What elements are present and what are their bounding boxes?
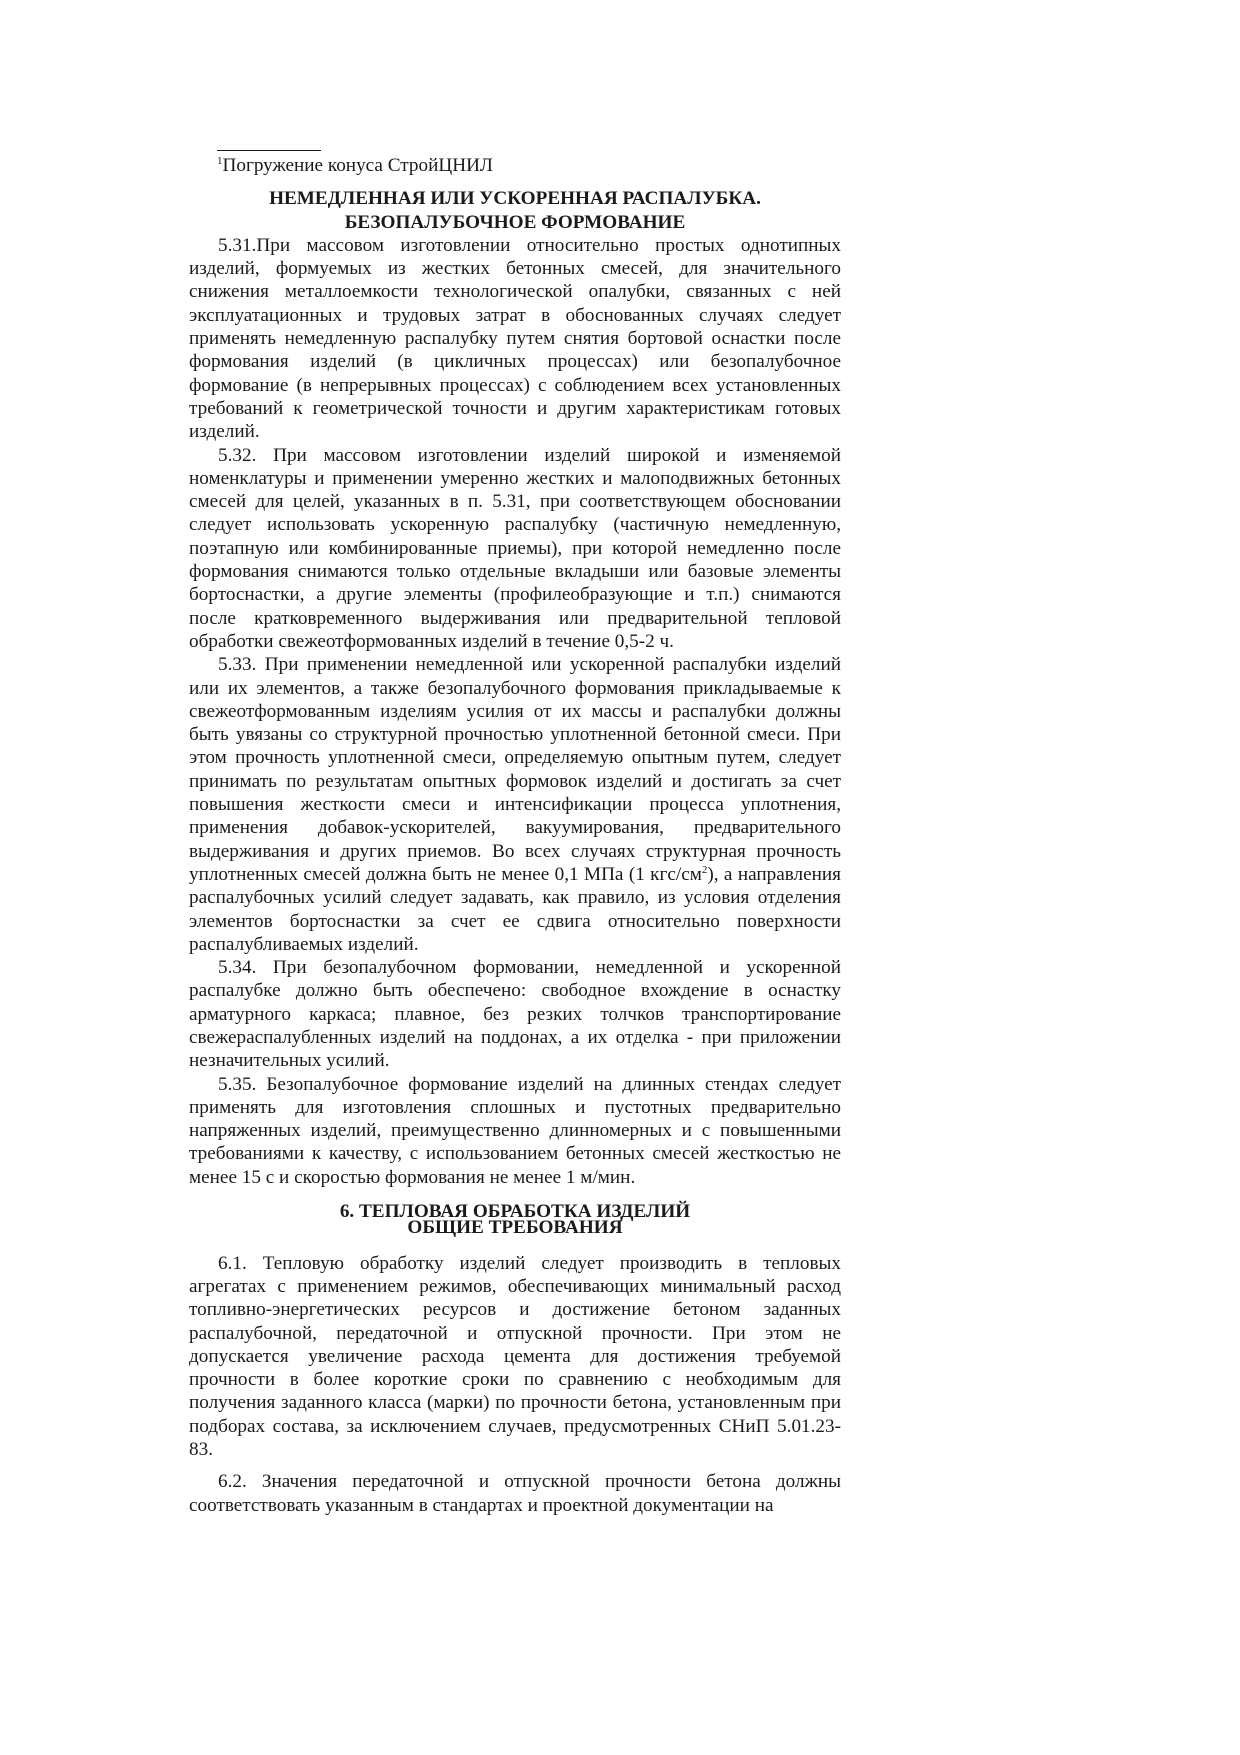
paragraph-5-31: 5.31.При массовом изготовлении относительно простых однотипных изделий, формуемых из жестких бетонных смесей, для значительного снижения металлоемкости технологической опалубки, связанных с ней эксплуатационных и трудовых затрат в обоснованных случаях следует применять немедленную распалубку путем снятия бортовой оснастки после формования изделий (в цикличных процессах) или безопалубочное формование (в непрерывных процессах) с соблюдением всех установленных требований к геометрической точности и другим характеристикам готовых изделий. [189,234,841,443]
section-6-title-line2: ОБЩИЕ ТРЕБОВАНИЯ [407,1217,623,1239]
section-6-title-line1: 6. ТЕПЛОВАЯ ОБРАБОТКА ИЗДЕЛИЙ [339,1201,691,1223]
paragraph-6-1: 6.1. Тепловую обработку изделий следует производить в тепловых агрегатах с применением режимов, обеспечивающих минимальный расход топливно-энергетических ресурсов и достижение бетоном заданных распалубочной, передаточной и отпускной прочности. При этом не допускается увеличение расхода цемента для достижения требуемой прочности в более короткие сроки по сравнению с необходимым для получения заданного класса (марки) по прочности бетона, установленным при подборах состава, за исключением случаев, предусмотренных СНиП 5.01.23-83. [189,1252,841,1461]
footnote-separator [217,150,321,151]
paragraph-6-2: 6.2. Значения передаточной и отпускной прочности бетона должны соответствовать указанным в стандартах и проектной документации на [189,1471,841,1516]
document-page [189,150,841,1517]
paragraph-5-32: 5.32. При массовом изготовлении изделий широкой и изменяемой номенклатуры и применении умеренно жестких и малоподвижных бетонных смесей для целей, указанных в п. 5.31, при соответствующем обосновании следует использовать ускоренную распалубку (частичную немедленную, поэтапную или комбинированные приемы), при которой немедленно после формования снимаются только отдельные вкладыши или базовые элементы бортоснастки, а другие элементы (профилеобразующие и т.п.) снимаются после кратковременного выдерживания или предварительной тепловой обработки свежеотформованных изделий в течение 0,5-2 ч. [189,444,841,652]
paragraph-5-33-part1: 5.33. При применении немедленной или ускоренной распалубки изделий или их элементов, а также безопалубочного формования прикладываемые к свежеотформованным изделиям усилия от их массы и распалубки должны быть увязаны со структурной прочностью уплотненной бетонной смеси. При этом прочность уплотненной смеси, определяемую опытным путем, следует принимать по результатам опытных формовок изделий и достигать за счет повышения жесткости смеси и интенсификации процесса уплотнения, применения добавок-ускорителей, вакуумирования, предварительного выдерживания и других приемов. Во всех случаях структурная прочность уплотненных смесей должна быть не менее 0,1 МПа (1 кгс/см [189,654,841,885]
footnote [217,154,841,177]
section-5-title-line2: БЕЗОПАЛУБОЧНОЕ ФОРМОВАНИЕ [344,211,686,233]
paragraph-5-33-part2: ), а направления распалубочных усилий следует задавать, как правило, из условия отделения элементов бортоснастки за счет ее сдвига относительно поверхности распалубливаемых изделий. [189,863,841,955]
paragraph-5-34: 5.34. При безопалубочном формовании, немедленной и ускоренной распалубке должно быть обеспечено: свободное вхождение в оснастку арматурного каркаса; плавное, без резких толчков транспортирование свежераспалубленных изделий на поддонах, а их отделка - при приложении незначительных усилий. [189,957,841,1072]
footnote-text: Погружение конуса СтройЦНИЛ [222,155,493,176]
section-5-title-line1: НЕМЕДЛЕННАЯ ИЛИ УСКОРЕННАЯ РАСПАЛУБКА. [269,188,761,210]
section-5-heading [189,187,841,234]
paragraph-5-33 [189,653,841,956]
footnote-marker: 1 [217,155,223,167]
superscript-2: 2 [701,863,708,876]
paragraph-5-35: 5.35. Безопалубочное формование изделий на длинных стендах следует применять для изготовления сплошных и пустотных предварительно напряженных изделий, преимущественно длинномерных и с повышенными требованиями к качеству, с использованием бетонных смесей жесткостью не менее 15 с и скоростью формования не менее 1 м/мин. [189,1073,841,1188]
section-6-heading [189,1200,841,1240]
